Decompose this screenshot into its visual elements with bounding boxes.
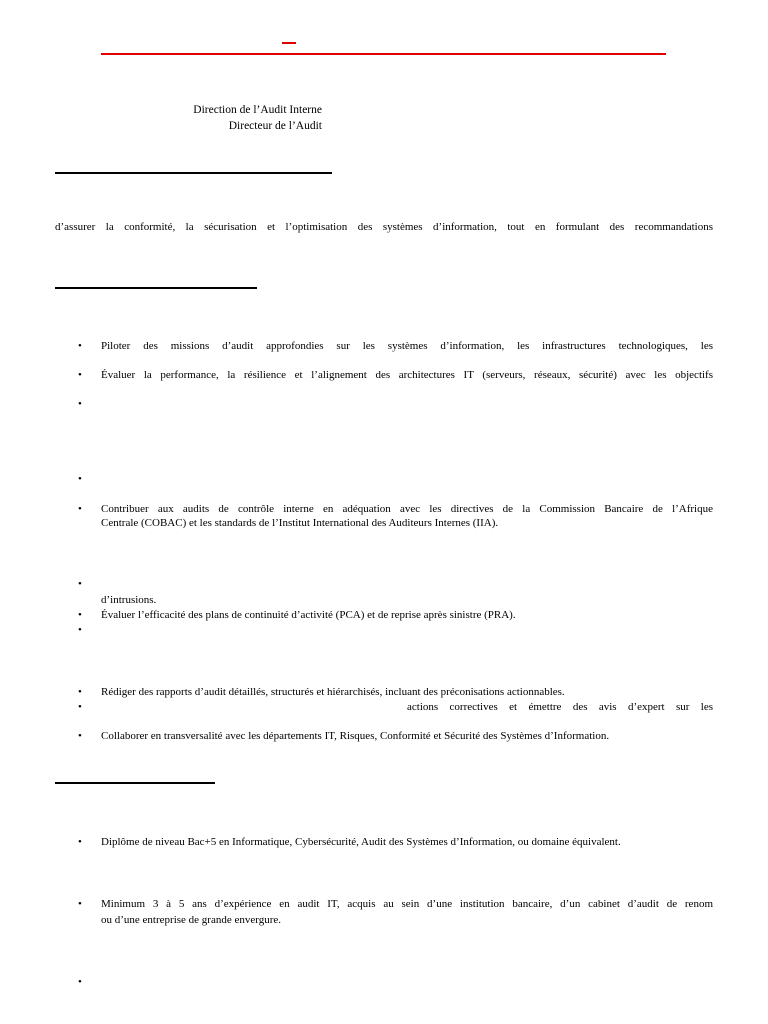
mission-item: Contribuer aux audits de contrôle interne en adéquation avec les directives de la Commission Bancaire de l’Afrique xyxy=(101,503,713,515)
bullet-marker: • xyxy=(78,398,82,410)
section-rule-missions xyxy=(55,287,257,289)
header-block xyxy=(120,103,322,135)
profile-item-continuation: ou d’une entreprise de grande envergure. xyxy=(101,914,281,926)
profile-item: Diplôme de niveau Bac+5 en Informatique, Cybersécurité, Audit des Systèmes d’Information, ou domaine équivalent. xyxy=(101,836,621,848)
department-title: Direction de l’Audit Interne xyxy=(193,104,322,116)
mission-item: Évaluer la performance, la résilience et l’alignement des architectures IT (serveurs, réseaux, sécurité) avec les objectifs xyxy=(101,369,713,381)
bullet-marker: • xyxy=(78,503,82,515)
intro-text: d’assurer la conformité, la sécurisation et l’optimisation des systèmes d’information, tout en formulant des recommandations xyxy=(55,221,713,233)
bullet-marker: • xyxy=(78,473,82,485)
mission-item: Collaborer en transversalité avec les départements IT, Risques, Conformité et Sécurité des Systèmes d’Information. xyxy=(101,730,610,742)
profile-item: Minimum 3 à 5 ans d’expérience en audit IT, acquis au sein d’une institution bancaire, d’un cabinet d’audit de renom xyxy=(101,898,713,910)
mission-item: actions correctives et émettre des avis d’expert sur les xyxy=(407,701,713,713)
role-title: Directeur de l’Audit xyxy=(228,120,322,132)
bullet-marker: • xyxy=(78,369,82,381)
mission-item-continuation: d’intrusions. xyxy=(101,594,157,606)
bullet-marker: • xyxy=(78,976,82,988)
bullet-marker: • xyxy=(78,609,82,621)
bullet-marker: • xyxy=(78,730,82,742)
section-rule-profile xyxy=(55,782,215,784)
header-red-rule xyxy=(101,53,666,55)
header-red-dash xyxy=(282,42,296,44)
bullet-marker: • xyxy=(78,701,82,713)
mission-item: Rédiger des rapports d’audit détaillés, structurés et hiérarchisés, incluant des préconisations actionnables. xyxy=(101,686,565,698)
bullet-marker: • xyxy=(78,578,82,590)
bullet-marker: • xyxy=(78,836,82,848)
section-rule-context xyxy=(55,172,332,174)
bullet-marker: • xyxy=(78,340,82,352)
bullet-marker: • xyxy=(78,898,82,910)
mission-item: Évaluer l’efficacité des plans de continuité d’activité (PCA) et de reprise après sinistre (PRA). xyxy=(101,609,516,621)
bullet-marker: • xyxy=(78,686,82,698)
mission-item: Piloter des missions d’audit approfondies sur les systèmes d’information, les infrastructures technologiques, les xyxy=(101,340,713,352)
bullet-marker: • xyxy=(78,624,82,636)
mission-item-continuation: Centrale (COBAC) et les standards de l’Institut International des Auditeurs Internes (IIA). xyxy=(101,517,499,529)
